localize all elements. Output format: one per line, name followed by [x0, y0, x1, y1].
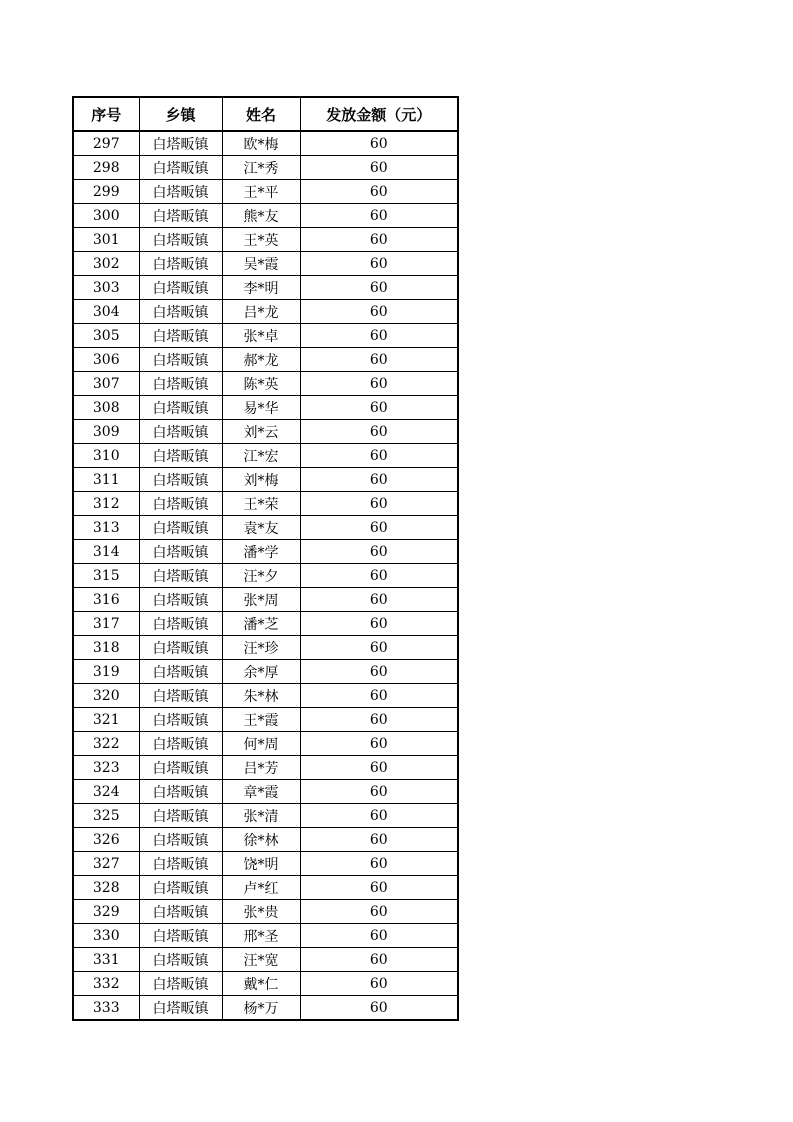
cell-name: 袁*友	[222, 516, 300, 540]
cell-serial-number: 327	[73, 852, 139, 876]
table-row	[73, 972, 458, 996]
table-row	[73, 924, 458, 948]
cell-amount: 60	[300, 372, 458, 396]
cell-town: 白塔畈镇	[139, 564, 222, 588]
cell-amount: 60	[300, 348, 458, 372]
cell-town: 白塔畈镇	[139, 156, 222, 180]
cell-serial-number: 308	[73, 396, 139, 420]
cell-amount: 60	[300, 900, 458, 924]
cell-serial-number: 322	[73, 732, 139, 756]
cell-amount: 60	[300, 324, 458, 348]
cell-town: 白塔畈镇	[139, 276, 222, 300]
cell-serial-number: 333	[73, 996, 139, 1021]
cell-name: 张*贵	[222, 900, 300, 924]
cell-town: 白塔畈镇	[139, 660, 222, 684]
table-row	[73, 756, 458, 780]
cell-name: 吕*芳	[222, 756, 300, 780]
cell-serial-number: 326	[73, 828, 139, 852]
cell-amount: 60	[300, 636, 458, 660]
cell-name: 熊*友	[222, 204, 300, 228]
cell-amount: 60	[300, 708, 458, 732]
table-row	[73, 276, 458, 300]
table-row	[73, 492, 458, 516]
cell-name: 杨*万	[222, 996, 300, 1021]
cell-serial-number: 303	[73, 276, 139, 300]
cell-name: 易*华	[222, 396, 300, 420]
cell-serial-number: 310	[73, 444, 139, 468]
cell-amount: 60	[300, 300, 458, 324]
cell-serial-number: 315	[73, 564, 139, 588]
table-header	[73, 97, 458, 131]
cell-serial-number: 332	[73, 972, 139, 996]
cell-amount: 60	[300, 804, 458, 828]
cell-town: 白塔畈镇	[139, 204, 222, 228]
table-row	[73, 396, 458, 420]
cell-name: 欧*梅	[222, 131, 300, 156]
cell-serial-number: 302	[73, 252, 139, 276]
cell-town: 白塔畈镇	[139, 180, 222, 204]
header-name: 姓名	[222, 97, 300, 131]
cell-town: 白塔畈镇	[139, 324, 222, 348]
cell-name: 卢*红	[222, 876, 300, 900]
header-town: 乡镇	[139, 97, 222, 131]
cell-serial-number: 301	[73, 228, 139, 252]
cell-serial-number: 297	[73, 131, 139, 156]
table-row	[73, 180, 458, 204]
cell-serial-number: 329	[73, 900, 139, 924]
table-row	[73, 660, 458, 684]
cell-amount: 60	[300, 660, 458, 684]
cell-amount: 60	[300, 876, 458, 900]
table-row	[73, 804, 458, 828]
cell-town: 白塔畈镇	[139, 300, 222, 324]
cell-serial-number: 317	[73, 612, 139, 636]
cell-town: 白塔畈镇	[139, 372, 222, 396]
cell-name: 陈*英	[222, 372, 300, 396]
cell-town: 白塔畈镇	[139, 420, 222, 444]
table-row	[73, 996, 458, 1021]
cell-serial-number: 319	[73, 660, 139, 684]
cell-amount: 60	[300, 564, 458, 588]
table-row	[73, 156, 458, 180]
header-amount: 发放金额（元）	[300, 97, 458, 131]
table-row	[73, 252, 458, 276]
cell-name: 余*厚	[222, 660, 300, 684]
cell-serial-number: 328	[73, 876, 139, 900]
cell-town: 白塔畈镇	[139, 444, 222, 468]
cell-amount: 60	[300, 131, 458, 156]
cell-serial-number: 316	[73, 588, 139, 612]
table-row	[73, 204, 458, 228]
cell-town: 白塔畈镇	[139, 228, 222, 252]
cell-serial-number: 321	[73, 708, 139, 732]
cell-name: 章*霞	[222, 780, 300, 804]
cell-town: 白塔畈镇	[139, 900, 222, 924]
cell-amount: 60	[300, 780, 458, 804]
cell-serial-number: 325	[73, 804, 139, 828]
table-body	[73, 131, 458, 1020]
cell-name: 张*周	[222, 588, 300, 612]
cell-town: 白塔畈镇	[139, 131, 222, 156]
cell-town: 白塔畈镇	[139, 492, 222, 516]
cell-town: 白塔畈镇	[139, 996, 222, 1021]
cell-town: 白塔畈镇	[139, 828, 222, 852]
cell-name: 汪*宽	[222, 948, 300, 972]
cell-serial-number: 324	[73, 780, 139, 804]
cell-town: 白塔畈镇	[139, 684, 222, 708]
cell-name: 郝*龙	[222, 348, 300, 372]
cell-town: 白塔畈镇	[139, 852, 222, 876]
cell-town: 白塔畈镇	[139, 348, 222, 372]
table-row	[73, 540, 458, 564]
cell-serial-number: 300	[73, 204, 139, 228]
cell-town: 白塔畈镇	[139, 396, 222, 420]
cell-town: 白塔畈镇	[139, 732, 222, 756]
cell-amount: 60	[300, 156, 458, 180]
cell-name: 李*明	[222, 276, 300, 300]
cell-name: 张*清	[222, 804, 300, 828]
cell-name: 戴*仁	[222, 972, 300, 996]
cell-amount: 60	[300, 468, 458, 492]
table-row	[73, 684, 458, 708]
table-row	[73, 372, 458, 396]
cell-name: 汪*珍	[222, 636, 300, 660]
cell-amount: 60	[300, 852, 458, 876]
header-serial-number: 序号	[73, 97, 139, 131]
table-row	[73, 300, 458, 324]
cell-serial-number: 330	[73, 924, 139, 948]
cell-serial-number: 311	[73, 468, 139, 492]
cell-town: 白塔畈镇	[139, 708, 222, 732]
cell-name: 吕*龙	[222, 300, 300, 324]
cell-town: 白塔畈镇	[139, 948, 222, 972]
table-row	[73, 876, 458, 900]
cell-serial-number: 312	[73, 492, 139, 516]
cell-amount: 60	[300, 540, 458, 564]
cell-serial-number: 309	[73, 420, 139, 444]
cell-name: 王*英	[222, 228, 300, 252]
cell-serial-number: 305	[73, 324, 139, 348]
table-row	[73, 612, 458, 636]
cell-name: 何*周	[222, 732, 300, 756]
cell-amount: 60	[300, 612, 458, 636]
cell-amount: 60	[300, 252, 458, 276]
cell-amount: 60	[300, 516, 458, 540]
cell-serial-number: 306	[73, 348, 139, 372]
cell-town: 白塔畈镇	[139, 804, 222, 828]
cell-serial-number: 307	[73, 372, 139, 396]
header-row	[73, 97, 458, 131]
table-row	[73, 588, 458, 612]
cell-serial-number: 320	[73, 684, 139, 708]
cell-name: 饶*明	[222, 852, 300, 876]
cell-amount: 60	[300, 204, 458, 228]
cell-amount: 60	[300, 948, 458, 972]
cell-serial-number: 304	[73, 300, 139, 324]
table-row	[73, 948, 458, 972]
cell-town: 白塔畈镇	[139, 516, 222, 540]
cell-serial-number: 314	[73, 540, 139, 564]
cell-serial-number: 298	[73, 156, 139, 180]
table-row	[73, 900, 458, 924]
cell-name: 汪*夕	[222, 564, 300, 588]
cell-name: 刘*云	[222, 420, 300, 444]
cell-name: 王*霞	[222, 708, 300, 732]
cell-serial-number: 318	[73, 636, 139, 660]
cell-name: 潘*学	[222, 540, 300, 564]
table-row	[73, 131, 458, 156]
payment-table	[72, 96, 459, 1021]
cell-town: 白塔畈镇	[139, 540, 222, 564]
cell-town: 白塔畈镇	[139, 780, 222, 804]
cell-name: 王*荣	[222, 492, 300, 516]
cell-amount: 60	[300, 492, 458, 516]
table-row	[73, 420, 458, 444]
cell-name: 江*秀	[222, 156, 300, 180]
table-row	[73, 780, 458, 804]
cell-serial-number: 299	[73, 180, 139, 204]
table-row	[73, 708, 458, 732]
cell-serial-number: 323	[73, 756, 139, 780]
cell-name: 邢*圣	[222, 924, 300, 948]
cell-town: 白塔畈镇	[139, 468, 222, 492]
table-row	[73, 468, 458, 492]
cell-name: 朱*林	[222, 684, 300, 708]
cell-amount: 60	[300, 444, 458, 468]
cell-name: 江*宏	[222, 444, 300, 468]
cell-amount: 60	[300, 396, 458, 420]
cell-town: 白塔畈镇	[139, 252, 222, 276]
cell-town: 白塔畈镇	[139, 636, 222, 660]
table-row	[73, 636, 458, 660]
table-row	[73, 852, 458, 876]
cell-name: 王*平	[222, 180, 300, 204]
cell-amount: 60	[300, 276, 458, 300]
table-row	[73, 828, 458, 852]
cell-amount: 60	[300, 228, 458, 252]
cell-serial-number: 313	[73, 516, 139, 540]
cell-amount: 60	[300, 996, 458, 1021]
table-row	[73, 228, 458, 252]
cell-amount: 60	[300, 684, 458, 708]
cell-name: 徐*林	[222, 828, 300, 852]
table-row	[73, 348, 458, 372]
cell-town: 白塔畈镇	[139, 876, 222, 900]
cell-amount: 60	[300, 828, 458, 852]
table-row	[73, 564, 458, 588]
cell-amount: 60	[300, 756, 458, 780]
cell-amount: 60	[300, 732, 458, 756]
cell-name: 吴*霞	[222, 252, 300, 276]
cell-amount: 60	[300, 924, 458, 948]
cell-amount: 60	[300, 588, 458, 612]
cell-town: 白塔畈镇	[139, 972, 222, 996]
table-row	[73, 324, 458, 348]
table-row	[73, 516, 458, 540]
cell-name: 刘*梅	[222, 468, 300, 492]
cell-name: 潘*芝	[222, 612, 300, 636]
cell-town: 白塔畈镇	[139, 588, 222, 612]
cell-town: 白塔畈镇	[139, 756, 222, 780]
cell-amount: 60	[300, 972, 458, 996]
cell-name: 张*卓	[222, 324, 300, 348]
cell-town: 白塔畈镇	[139, 924, 222, 948]
cell-amount: 60	[300, 180, 458, 204]
cell-serial-number: 331	[73, 948, 139, 972]
table-row	[73, 444, 458, 468]
cell-amount: 60	[300, 420, 458, 444]
table-row	[73, 732, 458, 756]
cell-town: 白塔畈镇	[139, 612, 222, 636]
